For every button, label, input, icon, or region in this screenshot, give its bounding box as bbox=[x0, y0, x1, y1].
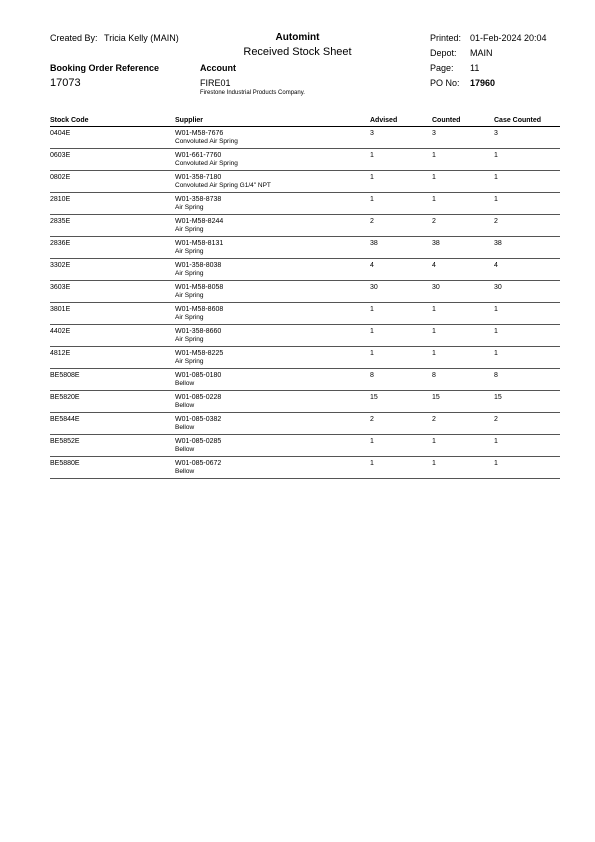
stock-code-cell: 4812E bbox=[50, 347, 175, 369]
table-row bbox=[50, 171, 560, 193]
item-description: Air Spring bbox=[175, 314, 204, 321]
advised-cell: 4 bbox=[370, 259, 432, 281]
case-counted-cell: 1 bbox=[494, 303, 560, 325]
stock-code-cell: 0603E bbox=[50, 149, 175, 171]
table-row bbox=[50, 325, 560, 347]
stock-table bbox=[50, 112, 560, 479]
supplier-cell bbox=[175, 347, 370, 369]
supplier-cell bbox=[175, 303, 370, 325]
depot-label: Depot: bbox=[430, 48, 457, 58]
document-subtitle: Received Stock Sheet bbox=[243, 46, 352, 58]
booking-ref-label: Booking Order Reference bbox=[50, 63, 160, 73]
advised-cell: 1 bbox=[370, 435, 432, 457]
table-row bbox=[50, 347, 560, 369]
counted-cell: 1 bbox=[432, 347, 494, 369]
col-supplier: Supplier bbox=[175, 112, 370, 127]
printed-label: Printed: bbox=[430, 33, 462, 43]
case-counted-cell: 1 bbox=[494, 347, 560, 369]
supplier-cell bbox=[175, 413, 370, 435]
case-counted-cell: 1 bbox=[494, 457, 560, 479]
supplier-code: W01-358-8738 bbox=[175, 196, 222, 203]
counted-cell: 15 bbox=[432, 391, 494, 413]
stock-code-cell: 0404E bbox=[50, 127, 175, 149]
case-counted-cell: 38 bbox=[494, 237, 560, 259]
counted-cell: 1 bbox=[432, 325, 494, 347]
supplier-code: W01-M58-8608 bbox=[175, 306, 224, 313]
case-counted-cell: 15 bbox=[494, 391, 560, 413]
stock-code-cell: 0802E bbox=[50, 171, 175, 193]
advised-cell: 1 bbox=[370, 193, 432, 215]
stock-code-cell: BE5808E bbox=[50, 369, 175, 391]
case-counted-cell: 1 bbox=[494, 435, 560, 457]
counted-cell: 2 bbox=[432, 215, 494, 237]
stock-code-cell: 2836E bbox=[50, 237, 175, 259]
item-description: Bellow bbox=[175, 380, 195, 387]
counted-cell: 1 bbox=[432, 303, 494, 325]
item-description: Air Spring bbox=[175, 226, 204, 233]
counted-cell: 38 bbox=[432, 237, 494, 259]
item-description: Convoluted Air Spring bbox=[175, 138, 238, 145]
item-description: Air Spring bbox=[175, 270, 204, 277]
item-description: Air Spring bbox=[175, 292, 204, 299]
supplier-code: W01-M58-8244 bbox=[175, 218, 224, 225]
case-counted-cell: 1 bbox=[494, 325, 560, 347]
advised-cell: 3 bbox=[370, 127, 432, 149]
advised-cell: 2 bbox=[370, 215, 432, 237]
printed-value: 01-Feb-2024 20:04 bbox=[470, 33, 547, 43]
stock-code-cell: 2810E bbox=[50, 193, 175, 215]
supplier-cell bbox=[175, 149, 370, 171]
po-label: PO No: bbox=[430, 78, 460, 88]
item-description: Air Spring bbox=[175, 358, 204, 365]
supplier-cell bbox=[175, 193, 370, 215]
table-row bbox=[50, 127, 560, 149]
table-row bbox=[50, 281, 560, 303]
supplier-code: W01-M58-8225 bbox=[175, 350, 224, 357]
item-description: Air Spring bbox=[175, 336, 204, 343]
case-counted-cell: 1 bbox=[494, 171, 560, 193]
supplier-code: W01-085-0382 bbox=[175, 416, 222, 423]
account-name: Firestone Industrial Products Company. bbox=[200, 90, 305, 96]
page-label: Page: bbox=[430, 63, 454, 73]
stock-code-cell: 2835E bbox=[50, 215, 175, 237]
supplier-code: W01-085-0672 bbox=[175, 460, 222, 467]
supplier-code: W01-M58-8058 bbox=[175, 284, 224, 291]
counted-cell: 1 bbox=[432, 457, 494, 479]
stock-code-cell: 4402E bbox=[50, 325, 175, 347]
advised-cell: 1 bbox=[370, 325, 432, 347]
supplier-cell bbox=[175, 457, 370, 479]
supplier-cell bbox=[175, 325, 370, 347]
table-row bbox=[50, 237, 560, 259]
supplier-code: W01-358-8038 bbox=[175, 262, 222, 269]
stock-code-cell: 3603E bbox=[50, 281, 175, 303]
document-title: Automint bbox=[275, 32, 320, 43]
col-counted: Counted bbox=[432, 112, 494, 127]
col-case-counted: Case Counted bbox=[494, 112, 560, 127]
case-counted-cell: 2 bbox=[494, 215, 560, 237]
col-advised: Advised bbox=[370, 112, 432, 127]
item-description: Air Spring bbox=[175, 248, 204, 255]
item-description: Convoluted Air Spring bbox=[175, 160, 238, 167]
stock-code-cell: BE5820E bbox=[50, 391, 175, 413]
table-row bbox=[50, 369, 560, 391]
advised-cell: 30 bbox=[370, 281, 432, 303]
stock-code-cell: BE5880E bbox=[50, 457, 175, 479]
supplier-code: W01-661-7760 bbox=[175, 152, 222, 159]
stock-table-body bbox=[50, 127, 560, 479]
item-description: Convoluted Air Spring G1/4" NPT bbox=[175, 182, 271, 189]
supplier-cell bbox=[175, 259, 370, 281]
stock-code-cell: BE5844E bbox=[50, 413, 175, 435]
counted-cell: 30 bbox=[432, 281, 494, 303]
supplier-cell bbox=[175, 435, 370, 457]
case-counted-cell: 8 bbox=[494, 369, 560, 391]
advised-cell: 1 bbox=[370, 149, 432, 171]
advised-cell: 15 bbox=[370, 391, 432, 413]
item-description: Air Spring bbox=[175, 204, 204, 211]
table-row bbox=[50, 413, 560, 435]
supplier-cell bbox=[175, 281, 370, 303]
table-row bbox=[50, 391, 560, 413]
counted-cell: 2 bbox=[432, 413, 494, 435]
item-description: Bellow bbox=[175, 402, 195, 409]
supplier-cell bbox=[175, 391, 370, 413]
supplier-code: W01-M58-7676 bbox=[175, 130, 224, 137]
case-counted-cell: 4 bbox=[494, 259, 560, 281]
page-number: 11 bbox=[470, 63, 480, 73]
advised-cell: 2 bbox=[370, 413, 432, 435]
counted-cell: 1 bbox=[432, 149, 494, 171]
table-row bbox=[50, 259, 560, 281]
table-row bbox=[50, 149, 560, 171]
supplier-cell bbox=[175, 237, 370, 259]
counted-cell: 3 bbox=[432, 127, 494, 149]
item-description: Bellow bbox=[175, 468, 195, 475]
po-number: 17960 bbox=[470, 78, 496, 88]
advised-cell: 1 bbox=[370, 347, 432, 369]
table-row bbox=[50, 303, 560, 325]
supplier-cell bbox=[175, 171, 370, 193]
advised-cell: 8 bbox=[370, 369, 432, 391]
counted-cell: 8 bbox=[432, 369, 494, 391]
item-description: Bellow bbox=[175, 446, 195, 453]
supplier-code: W01-085-0180 bbox=[175, 372, 222, 379]
table-row bbox=[50, 193, 560, 215]
case-counted-cell: 30 bbox=[494, 281, 560, 303]
account-code: FIRE01 bbox=[200, 78, 231, 88]
stock-code-cell: BE5852E bbox=[50, 435, 175, 457]
supplier-code: W01-085-0228 bbox=[175, 394, 222, 401]
case-counted-cell: 2 bbox=[494, 413, 560, 435]
table-header-row bbox=[50, 112, 560, 127]
supplier-code: W01-085-0285 bbox=[175, 438, 222, 445]
supplier-cell bbox=[175, 215, 370, 237]
supplier-code: W01-358-8660 bbox=[175, 328, 222, 335]
col-stock-code: Stock Code bbox=[50, 112, 175, 127]
advised-cell: 38 bbox=[370, 237, 432, 259]
created-by-label: Created By: bbox=[50, 33, 98, 43]
counted-cell: 1 bbox=[432, 435, 494, 457]
counted-cell: 1 bbox=[432, 193, 494, 215]
case-counted-cell: 1 bbox=[494, 149, 560, 171]
depot-value: MAIN bbox=[470, 48, 493, 58]
booking-ref-value: 17073 bbox=[50, 77, 81, 89]
advised-cell: 1 bbox=[370, 457, 432, 479]
case-counted-cell: 3 bbox=[494, 127, 560, 149]
counted-cell: 4 bbox=[432, 259, 494, 281]
supplier-code: W01-358-7180 bbox=[175, 174, 222, 181]
stock-code-cell: 3302E bbox=[50, 259, 175, 281]
supplier-cell bbox=[175, 127, 370, 149]
advised-cell: 1 bbox=[370, 303, 432, 325]
table-row bbox=[50, 435, 560, 457]
advised-cell: 1 bbox=[370, 171, 432, 193]
supplier-cell bbox=[175, 369, 370, 391]
case-counted-cell: 1 bbox=[494, 193, 560, 215]
stock-code-cell: 3801E bbox=[50, 303, 175, 325]
account-label: Account bbox=[200, 63, 236, 73]
table-row bbox=[50, 215, 560, 237]
table-row bbox=[50, 457, 560, 479]
counted-cell: 1 bbox=[432, 171, 494, 193]
item-description: Bellow bbox=[175, 424, 195, 431]
supplier-code: W01-M58-8131 bbox=[175, 240, 224, 247]
created-by-value: Tricia Kelly (MAIN) bbox=[104, 33, 179, 43]
